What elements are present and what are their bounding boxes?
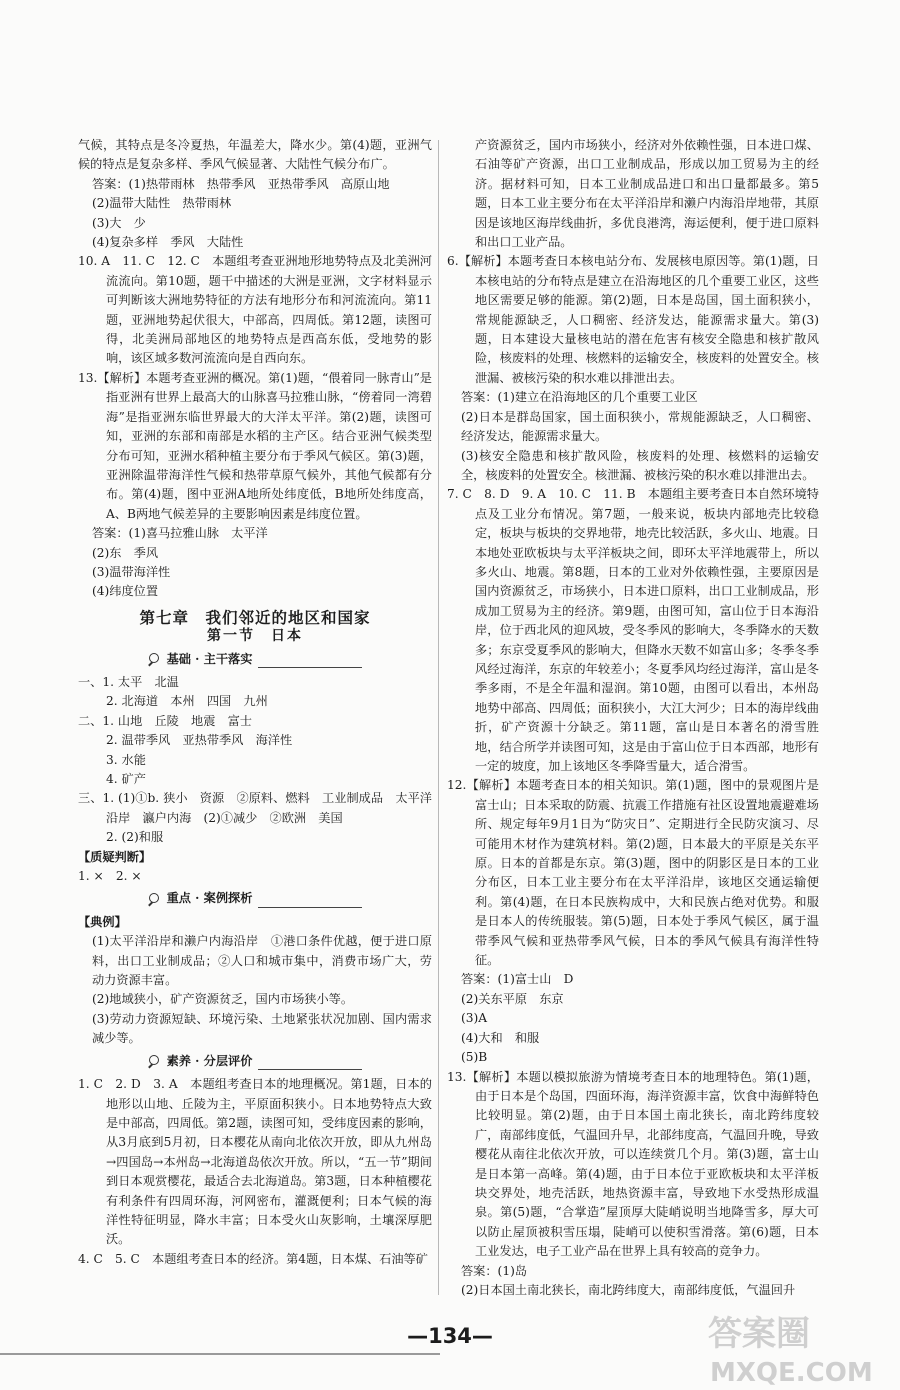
answer-line: 2. (2)和服 bbox=[106, 830, 164, 845]
answer-line: 答案：(1)喜马拉雅山脉 太平洋 bbox=[92, 526, 268, 541]
watermark-logo bbox=[700, 1305, 890, 1387]
search-icon bbox=[148, 893, 161, 906]
answer-line: 1. × 2. × bbox=[78, 869, 142, 884]
watermark-text-bottom: MXQE.COM bbox=[710, 1358, 873, 1387]
paragraph: 气候，其特点是冬冷夏热，年温差大，降水少。第(4)题，亚洲气候的特点是复杂多样、季风气候显著、大陆性气候分布广。 bbox=[78, 138, 432, 172]
answer-line: 2. 温带季风 亚热带季风 海洋性 bbox=[106, 733, 293, 748]
answer-line: 答案：(1)富士山 D bbox=[461, 972, 574, 987]
answer-line: (5)B bbox=[461, 1050, 488, 1065]
answer-line: 4. 矿产 bbox=[106, 772, 146, 786]
banner-underline bbox=[258, 907, 362, 908]
answer-line: 答案：(1)热带雨林 热带季风 亚热带季风 高原山地 bbox=[92, 176, 390, 191]
right-column bbox=[447, 136, 819, 1300]
answer-line: 答案：(1)岛 bbox=[461, 1263, 528, 1278]
question-4-5: 4. C 5. C 本题组考查日本的经济。第4题，日本煤、石油等矿 bbox=[78, 1251, 428, 1266]
question-6-analysis: 6.【解析】本题考查日本核电站分布、发展核电原因等。第(1)题，日本核电站的分布特点是建立在沿海地区的几个重要工业区，这些地区需要足够的能源。第(2)题，日本是岛国，国土面积狭小，常规能源缺乏，人口稠密、经济发达，能源需求量大。第(3)题，日本建设大量核电站的潜在危害有核安全隐患和核扩散风险，核废料的处理、核燃料的运输安全，核废料的处置安全。核泄漏、被核污染的积水难以排泄出去。 bbox=[447, 254, 819, 385]
banner-label: 重点 · 案例探析 bbox=[166, 891, 253, 906]
answer-line: (2)温带大陆性 热带雨林 bbox=[92, 196, 232, 211]
answer-line: 答案：(1)建立在沿海地区的几个重要工业区 bbox=[461, 390, 698, 405]
answer-line: 一、1. 太平 北温 bbox=[78, 674, 179, 689]
banner-label: 基础 · 主干落实 bbox=[166, 651, 253, 666]
answer-line: 2. 北海道 本州 四国 九州 bbox=[106, 694, 268, 709]
watermark-text-top: 答案圈 bbox=[708, 1314, 810, 1354]
banner-underline bbox=[258, 667, 362, 668]
answer-line: 二、1. 山地 丘陵 地震 富士 bbox=[78, 713, 252, 728]
section-banner-key-points bbox=[78, 889, 432, 908]
page-number: —134— bbox=[407, 1324, 493, 1348]
answer-line: (2)日本是群岛国家，国土面积狭小，常规能源缺乏，人口稠密、经济发达，能源需求量大。 bbox=[461, 409, 819, 444]
section-title: 第一节 日本 bbox=[207, 628, 303, 645]
bottom-rule bbox=[0, 1353, 440, 1355]
left-column bbox=[78, 136, 432, 1269]
chapter-title: 第七章 我们邻近的地区和国家 bbox=[139, 607, 371, 627]
answer-line: (3)劳动力资源短缺、环境污染、土地紧张状况加剧、国内需求减少等。 bbox=[92, 1011, 432, 1046]
question-12-analysis: 12.【解析】本题考查日本的相关知识。第(1)题，图中的景观图片是富士山；日本采取的防震、抗震工作措施有社区设置地震避难场所、规定每年9月1日为“防灾日”、定期进行全民防灾演习、尽可能用木材作为建筑材料。第(2)题，日本最大的平原是关东平原。日本的首都是东京。第(3)题，图中的阴影区是日本的工业分布区，日本工业主要分布在太平洋沿岸，该地区交通运输便利。第(4)题，在日本民族构成中，大和民族占绝对优势。和服是日本人的传统服装。第(5)题，日本处于季风气候区，属于温带季风气候和亚热带季风气候，日本的季风气候具有海洋性特征。 bbox=[447, 778, 819, 968]
answer-line: (2)关东平原 东京 bbox=[461, 991, 564, 1006]
paragraph: 产资源贫乏，国内市场狭小，经济对外依赖性强，日本进口煤、石油等矿产资源，出口工业制成品，形成以加工贸易为主的经济。据材料可知，日本工业制成品进口和出口量都最多。第5题，日本工业主要分布在太平洋沿岸和濑户内海沿岸地带，其原因是该地区海岸线曲折，多优良港湾，海运便利，便于进口原料和出口工业产品。 bbox=[475, 138, 819, 250]
judgement-heading: 【质疑判断】 bbox=[78, 849, 152, 864]
search-icon bbox=[148, 653, 161, 666]
search-icon bbox=[148, 1055, 161, 1068]
banner-underline bbox=[258, 1069, 362, 1070]
answer-line: (2)东 季风 bbox=[92, 545, 159, 560]
answer-line: (4)纬度位置 bbox=[92, 584, 159, 599]
answer-line: (2)日本国土南北狭长，南北跨纬度大，南部纬度低，气温回升 bbox=[461, 1282, 796, 1297]
answer-line: (3)大 少 bbox=[92, 215, 146, 230]
question-13-analysis: 13.【解析】本题考查亚洲的概况。第(1)题，“偎着同一脉青山”是指亚洲有世界上最高大的山脉喜马拉雅山脉，“傍着同一湾碧海”是指亚洲东临世界最大的大洋太平洋。第(2)题，读图可知，亚洲的东部和南部是水稻的主产区。结合亚洲气候类型分布可知，亚洲水稻种植主要分布于季风气候区。第(3)题，亚洲除温带海洋性气候和热带草原气候外，其他气候都有分布。第(4)题，图中亚洲A地所处纬度低，B地所处纬度高，A、B两地气候差异的主要影响因素是纬度位置。 bbox=[78, 370, 432, 521]
column-divider bbox=[438, 140, 439, 1295]
question-13-analysis: 13.【解析】本题以模拟旅游为情境考查日本的地理特色。第(1)题，由于日本是个岛国，四面环海，海洋资源丰富，饮食中海鲜特色比较明显。第(2)题，由于日本国土南北狭长，南北跨纬度较广，南部纬度低，气温回升早，北部纬度高，气温回升晚，导致樱花从南往北依次开放，可以连续赏几个月。第(3)题，富士山是日本第一高峰。第(4)题，由于日本位于亚欧板块和太平洋板块交界处，地壳活跃，地热资源丰富，导致地下水受热形成温泉。第(5)题，“合掌造”屋顶厚大陡峭说明当地降雪多，厚大可以防止屋顶被积雪压塌，陡峭可以使积雪滑落。第(6)题，日本工业发达，电子工业产品在世界上具有较高的竞争力。 bbox=[447, 1069, 819, 1259]
banner-label: 素养 · 分层评价 bbox=[166, 1053, 253, 1068]
answer-line: (3)核安全隐患和核扩散风险，核废料的处理、核燃料的运输安全，核废料的处置安全。核泄漏、被核污染的积水难以排泄出去。 bbox=[461, 448, 819, 482]
answer-line: (3)A bbox=[461, 1011, 488, 1026]
answer-line: 三、1. (1)①b. 狭小 资源 ②原料、燃料 工业制成品 太平洋沿岸 瀛户内海 (2)①减少 ②欧洲 美国 bbox=[78, 791, 432, 825]
question-10-12: 10. A 11. C 12. C 本题组考查亚洲地形地势特点及北美洲河流流向。第10题，题干中描述的大洲是亚洲，文字材料显示可判断该大洲地势特征的方法有地形分布和河流流向。第11题，亚洲地势起伏很大，中部高，四周低。第12题，读图可得，北美洲局部地区的地势特点是西高东低，受地势的影响，该区域多数河流流向是自西向东。 bbox=[78, 254, 432, 366]
answer-line: (2)地域狭小，矿产资源贫乏，国内市场狭小等。 bbox=[92, 992, 354, 1007]
answer-line: 3. 水能 bbox=[106, 752, 146, 767]
answer-line: (3)温带海洋性 bbox=[92, 564, 171, 579]
section-banner-basics bbox=[78, 650, 432, 669]
answer-line: (4)复杂多样 季风 大陆性 bbox=[92, 235, 244, 250]
section-banner-evaluation bbox=[78, 1052, 432, 1071]
question-7-11: 7. C 8. D 9. A 10. C 11. B 本题组主要考查日本自然环境特点及工业分布情况。第7题，一般来说，板块内部地壳比较稳定，板块与板块的交界地带，地壳比较活跃，多火山、地震。日本地处亚欧板块与太平洋板块之间，即环太平洋地震带上，所以多火山、地震。第8题，日本的工业对外依赖性强，主要原因是国内资源贫乏，市场狭小，日本进口原料，出口工业制成品，形成加工贸易为主的经济。第9题，由图可知，富山位于日本海沿岸，位于西北风的迎风坡，受冬季风的影响大，冬季降水的天数多；东京受夏季风的影响大，但降水天数不如富山多；冬季冬季风经过海洋，东京的年较差小；冬夏季风均经过海洋，富山是冬季多雨，不是全年温和湿润。第10题，由图可以看出，本州岛地势中部高、四周低；面积狭小，大江大河少；日本的海岸线曲折，矿产资源十分缺乏。第11题，富山是日本著名的滑雪胜地，结合所学并读图可知，这是由于富山位于日本西部，地形有一定的坡度，加上该地区冬季降雪量大，适合滑雪。 bbox=[447, 487, 819, 773]
answer-line: (4)大和 和服 bbox=[461, 1030, 540, 1045]
question-1-3: 1. C 2. D 3. A 本题组考查日本的地理概况。第1题，日本的地形以山地、丘陵为主，平原面积狭小。日本地势特点大致是中部高，四周低。第2题，读图可知，受纬度因素的影响，从3月底到5月初，日本樱花从南向北依次开放，即从九州岛→四国岛→本州岛→北海道岛依次开放。所以，“五一节”期间到日本观赏樱花，最适合去北海道岛。第3题，日本种植樱花有利条件有四周环海，河网密布，灌溉便利；日本气候的海洋性特征明显，降水丰富；日本受火山灰影响，土壤深厚肥沃。 bbox=[78, 1077, 432, 1247]
example-heading: 【典例】 bbox=[78, 914, 127, 929]
answer-line: (1)太平洋沿岸和濑户内海沿岸 ①港口条件优越，便于进口原料，出口工业制成品；②人口和城市集中，消费市场广大，劳动力资源丰富。 bbox=[92, 934, 432, 988]
